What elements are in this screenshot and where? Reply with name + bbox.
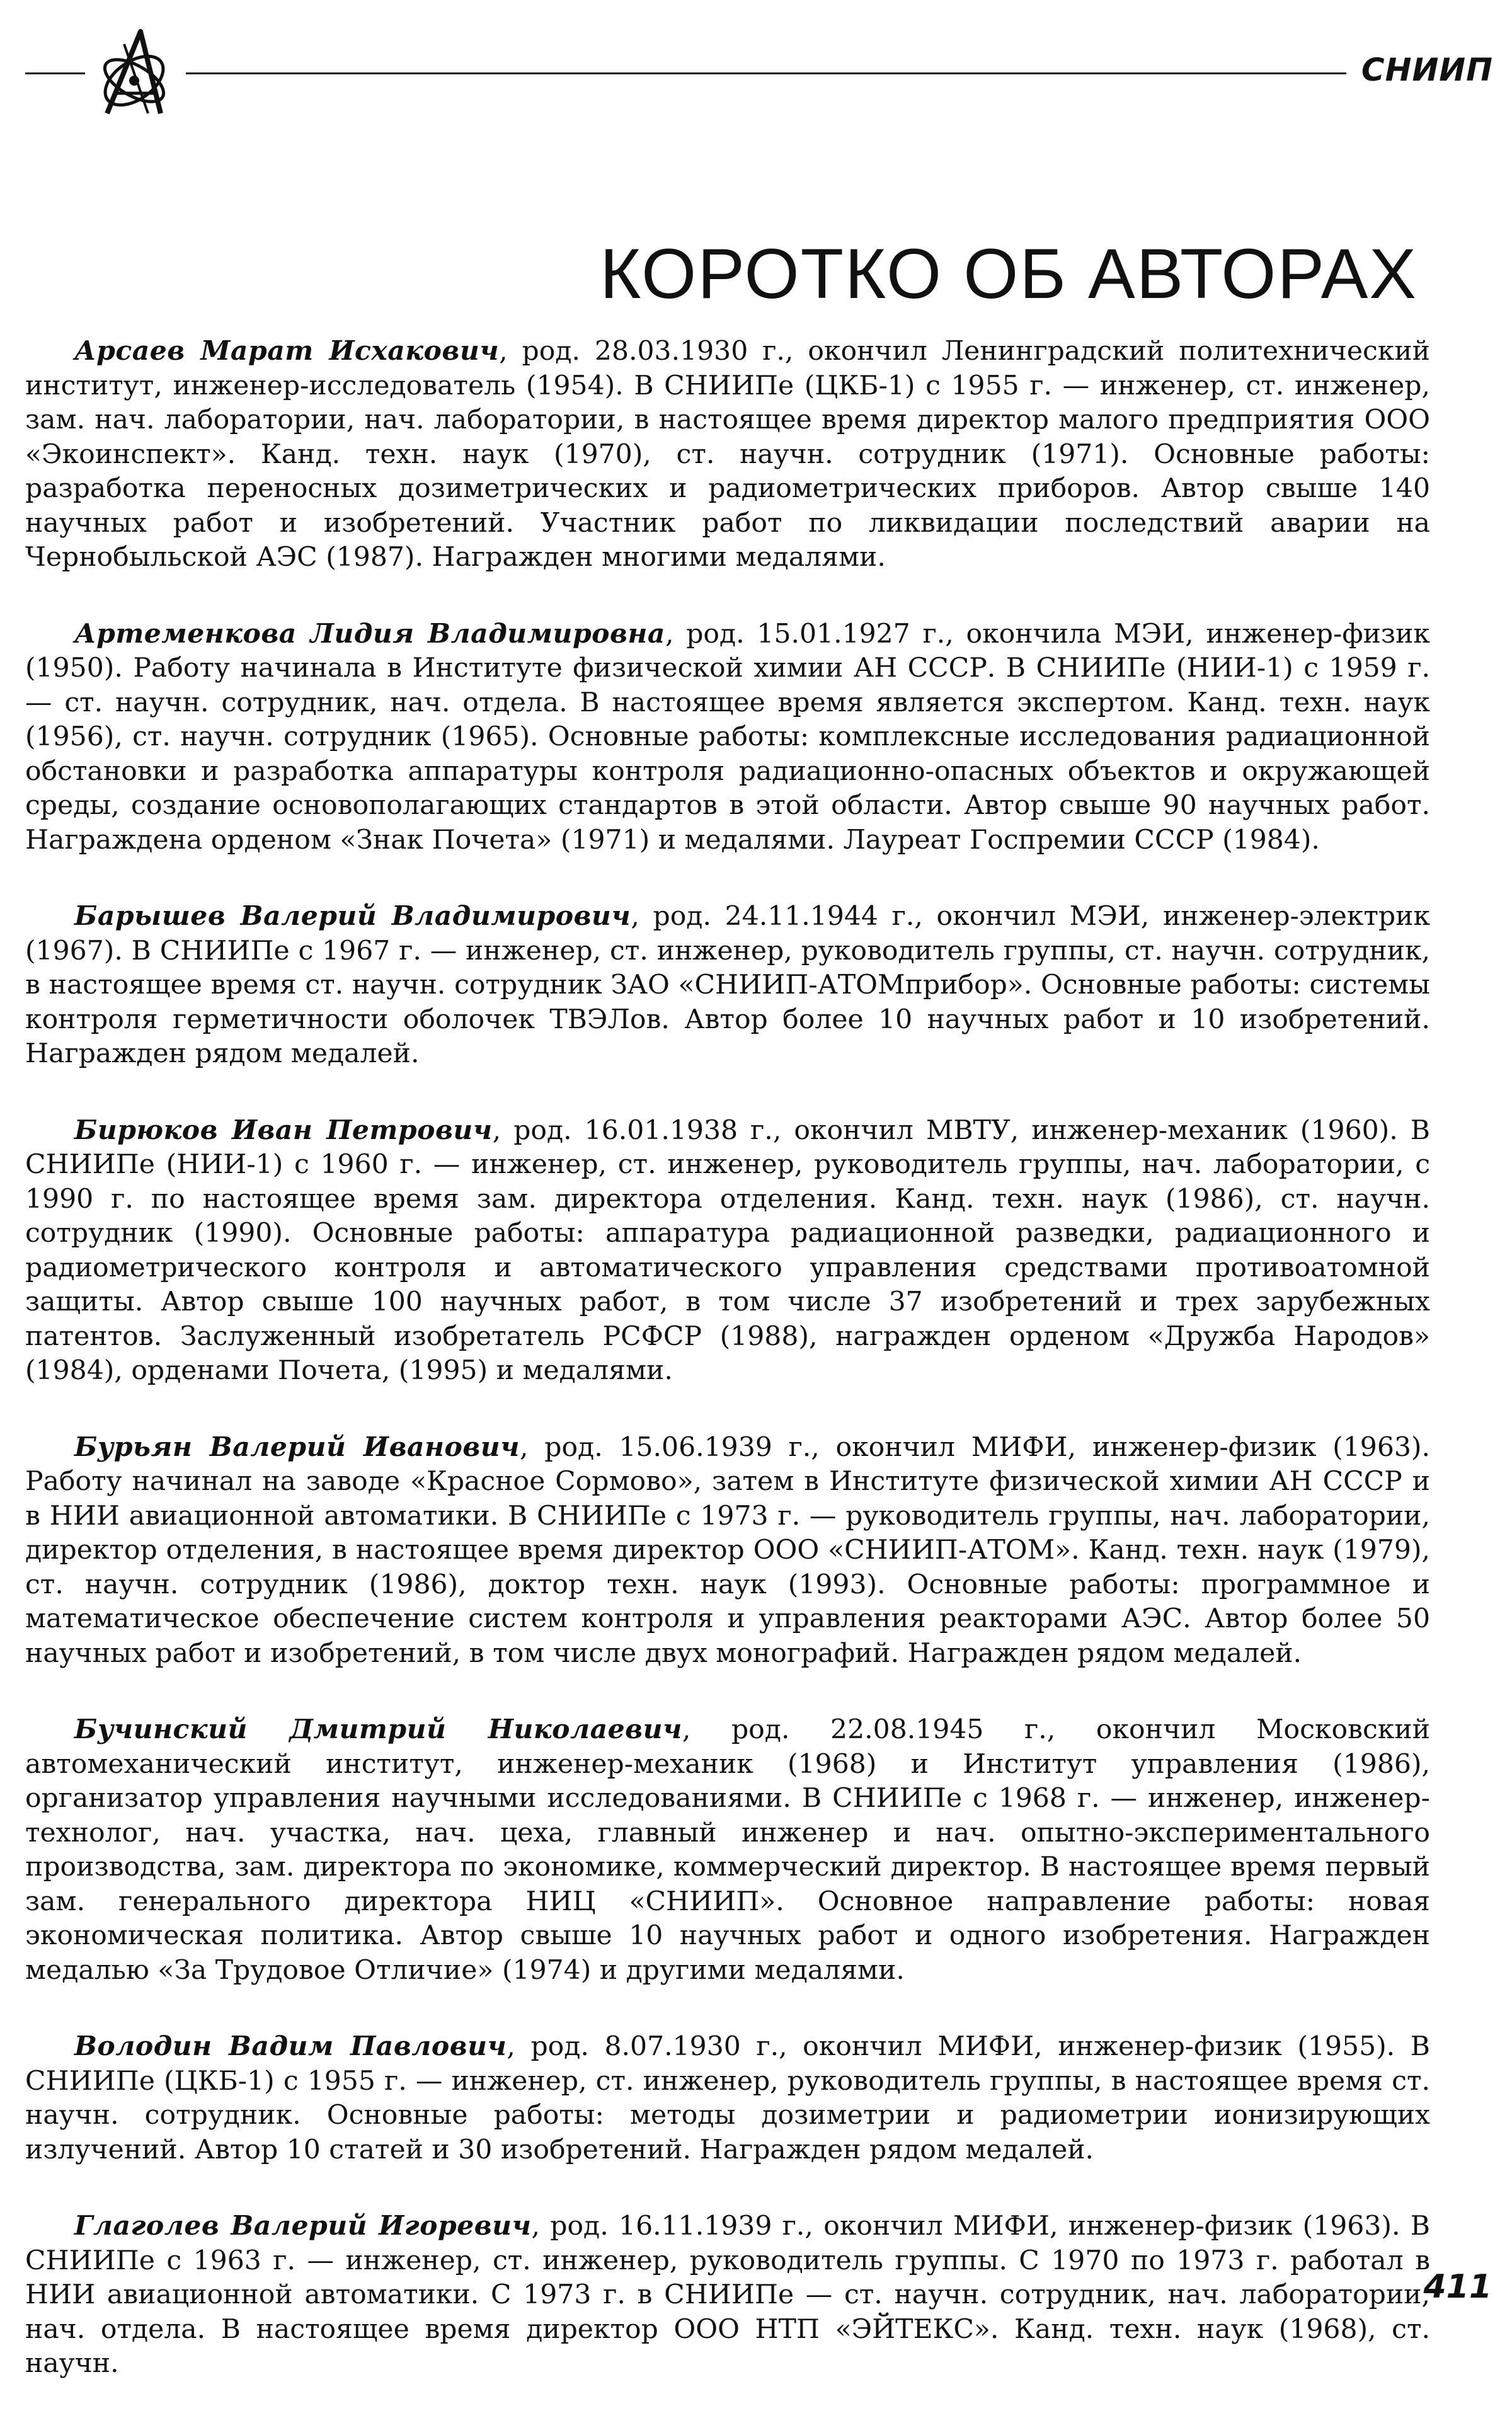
author-bio xyxy=(25,617,1430,858)
author-name: Арсаев Марат Исхакович xyxy=(74,335,500,367)
author-bio-text: , род. 16.01.1938 г., окончил МВТУ, инженер-механик (1960). В СНИИПе (НИИ-1) с 1960 г. — инженер, ст. инженер, руководитель группы, нач. лаборатории, с 1990 г. по настоящее время зам. директора отделения. Канд. техн. наук (1986), ст. научн. сотрудник (1990). Основные работы: аппаратура радиационной разведки, радиационного и радиометрического контроля и автоматического управления средствами противоатомной защиты. Автор свыше 100 научных работ, в том числе 37 изобретений и трех зарубежных патентов. Заслуженный изобретатель РСФСР (1988), награжден орденом «Дружба Народов» (1984), орденами Почета, (1995) и медалями. xyxy=(25,1114,1430,1386)
author-bio xyxy=(25,899,1430,1072)
author-bio xyxy=(25,1113,1430,1389)
author-bio-text: , род. 15.06.1939 г., окончил МИФИ, инженер-физик (1963). Работу начинал на заводе «Красное Сормово», затем в Институте физической химии АН СССР и в НИИ авиационной автоматики. В СНИИПе с 1973 г. — руководитель группы, нач. лаборатории, директор отделения, в настоящее время директор ООО «СНИИП-АТОМ». Канд. техн. наук (1979), ст. научн. сотрудник (1986), доктор техн. наук (1993). Основные работы: программное и математическое обеспечение систем контроля и управления реакторами АЭС. Автор более 50 научных работ и изобретений, в том числе двух монографий. Награжден рядом медалей. xyxy=(25,1431,1430,1669)
author-name: Бурьян Валерий Иванович xyxy=(74,1431,520,1463)
author-bio xyxy=(25,1712,1430,1988)
running-title: СНИИП xyxy=(1346,52,1493,88)
author-name: Артеменкова Лидия Владимировна xyxy=(74,617,665,650)
author-bio-text: , род. 15.01.1927 г., окончила МЭИ, инженер-физик (1950). Работу начинала в Институте физической химии АН СССР. В СНИИПе (НИИ-1) с 1959 г. — ст. научн. сотрудник, нач. отдела. В настоящее время является экспертом. Канд. техн. наук (1956), ст. научн. сотрудник (1965). Основные работы: комплексные исследования радиационной обстановки и разработка аппаратуры контроля радиационно-опасных объектов и окружающей среды, создание основополагающих стандартов в этой области. Автор свыше 90 научных работ. Награждена орденом «Знак Почета» (1971) и медалями. Лауреат Госпремии СССР (1984). xyxy=(25,618,1430,856)
author-bio-text: , род. 22.08.1945 г., окончил Московский автомеханический институт, инженер-механик (1968) и Институт управления (1986), организатор управления научными исследованиями. В СНИИПе с 1968 г. — инженер, инженер-технолог, нач. участка, нач. цеха, главный инженер и нач. опытно-экспериментального производства, зам. директора по экономике, коммерческий директор. В настоящее время первый зам. генерального директора НИЦ «СНИИП». Основное направление работы: новая экономическая политика. Автор свыше 10 научных работ и одного изобретения. Награжден медалью «За Трудовое Отличие» (1974) и другими медалями. xyxy=(25,1714,1430,1986)
author-bio xyxy=(25,2029,1430,2167)
author-bio-text: , род. 8.07.1930 г., окончил МИФИ, инженер-физик (1955). В СНИИПе (ЦКБ-1) с 1955 г. — инженер, ст. инженер, руководитель группы, в настоящее время ст. научн. сотрудник. Основные работы: методы дозиметрии и радиометрии ионизирующих излучений. Автор 10 статей и 30 изобретений. Награжден рядом медалей. xyxy=(25,2031,1430,2165)
page-title: КОРОТКО ОБ АВТОРАХ xyxy=(600,234,1418,313)
page-number: 411 xyxy=(1423,2268,1492,2306)
author-bios xyxy=(25,334,1430,2423)
author-bio-text: , род. 24.11.1944 г., окончил МЭИ, инженер-электрик (1967). В СНИИПе с 1967 г. — инженер, ст. инженер, руководитель группы, ст. научн. сотрудник, в настоящее время ст. научн. сотрудник ЗАО «СНИИП-АТОМприбор». Основные работы: системы контроля герметичности оболочек ТВЭЛов. Автор более 10 научных работ и 10 изобретений. Награжден рядом медалей. xyxy=(25,901,1431,1069)
author-bio xyxy=(25,2209,1430,2381)
header-rule xyxy=(25,72,1367,74)
author-name: Бирюков Иван Петрович xyxy=(74,1114,493,1146)
sniip-atom-logo-icon xyxy=(85,19,186,126)
author-name: Глаголев Валерий Игоревич xyxy=(74,2210,532,2242)
author-bio-text: , род. 16.11.1939 г., окончил МИФИ, инженер-физик (1963). В СНИИПе с 1963 г. — инженер, ст. инженер, руководитель группы. С 1970 по 1973 г. работал в НИИ авиационной автоматики. С 1973 г. в СНИИПе — ст. научн. сотрудник, нач. лаборатории, нач. отдела. В настоящее время директор ООО НТП «ЭЙТЕКС». Канд. техн. наук (1968), ст. научн. xyxy=(25,2211,1431,2379)
page-header xyxy=(25,19,1499,139)
author-bio xyxy=(25,334,1430,575)
author-bio xyxy=(25,1430,1430,1671)
author-bio-text: , род. 28.03.1930 г., окончил Ленинградский политехнический институт, инженер-исследователь (1954). В СНИИПе (ЦКБ-1) с 1955 г. — инженер, ст. инженер, зам. нач. лаборатории, нач. лаборатории, в настоящее время директор малого предприятия ООО «Экоинспект». Канд. техн. наук (1970), ст. научн. сотрудник (1971). Основные работы: разработка переносных дозиметрических и радиометрических приборов. Автор свыше 140 научных работ и изобретений. Участник работ по ликвидации последствий аварии на Чернобыльской АЭС (1987). Награжден многими медалями. xyxy=(25,336,1431,573)
author-name: Бучинский Дмитрий Николаевич xyxy=(74,1714,682,1745)
author-name: Барышев Валерий Владимирович xyxy=(74,900,631,932)
author-name: Володин Вадим Павлович xyxy=(74,2031,507,2062)
